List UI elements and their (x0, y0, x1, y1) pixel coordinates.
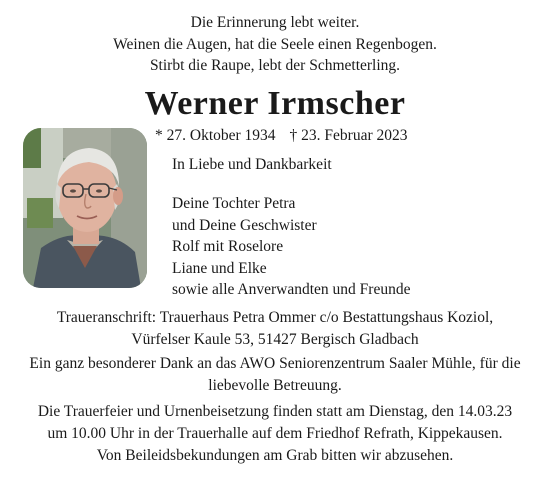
mourner-line: Liane und Elke (172, 259, 267, 277)
service-line: Die Trauerfeier und Urnenbeisetzung finden statt am Dienstag, den 14.03.23 (37, 403, 513, 420)
address-line: Vürfelser Kaule 53, 51427 Bergisch Gladbach (131, 331, 419, 348)
mourner-line: und Deine Geschwister (172, 216, 317, 234)
poem-line: Stirbt die Raupe, lebt der Schmetterling. (149, 57, 401, 74)
intro-line: In Liebe und Dankbarkeit (172, 156, 332, 173)
mourner-line: Rolf mit Roselore (172, 238, 284, 255)
thanks-line: Ein ganz besonderer Dank an das AWO Seniorenzentrum Saaler Mühle, für die (29, 355, 521, 372)
poem-line: Die Erinnerung lebt weiter. (190, 14, 360, 31)
memorial-poem (0, 12, 550, 77)
mourners-list (172, 193, 410, 301)
poem-line: Weinen die Augen, hat die Seele einen Regenbogen. (113, 35, 437, 53)
mourning-address (0, 307, 550, 351)
service-line: um 10.00 Uhr in der Trauerhalle auf dem Friedhof Refrath, Kippekausen. (47, 425, 503, 442)
death-date: † 23. Februar 2023 (289, 127, 408, 144)
thanks-note (0, 353, 550, 397)
deceased-name: Werner Irmscher (144, 85, 406, 122)
service-line: Von Beileidsbekundungen am Grab bitten wir abzusehen. (96, 447, 454, 464)
funeral-service-info (0, 401, 550, 467)
life-dates (155, 126, 408, 146)
mourner-line: Deine Tochter Petra (172, 195, 296, 212)
birth-date: * 27. Oktober 1934 (155, 127, 276, 144)
mourner-line: sowie alle Anverwandten und Freunde (172, 281, 411, 298)
address-line: Traueranschrift: Trauerhaus Petra Ommer c/o Bestattungshaus Koziol, (56, 309, 494, 326)
portrait-photo (23, 128, 147, 288)
thanks-line: liebevolle Betreuung. (208, 377, 342, 394)
